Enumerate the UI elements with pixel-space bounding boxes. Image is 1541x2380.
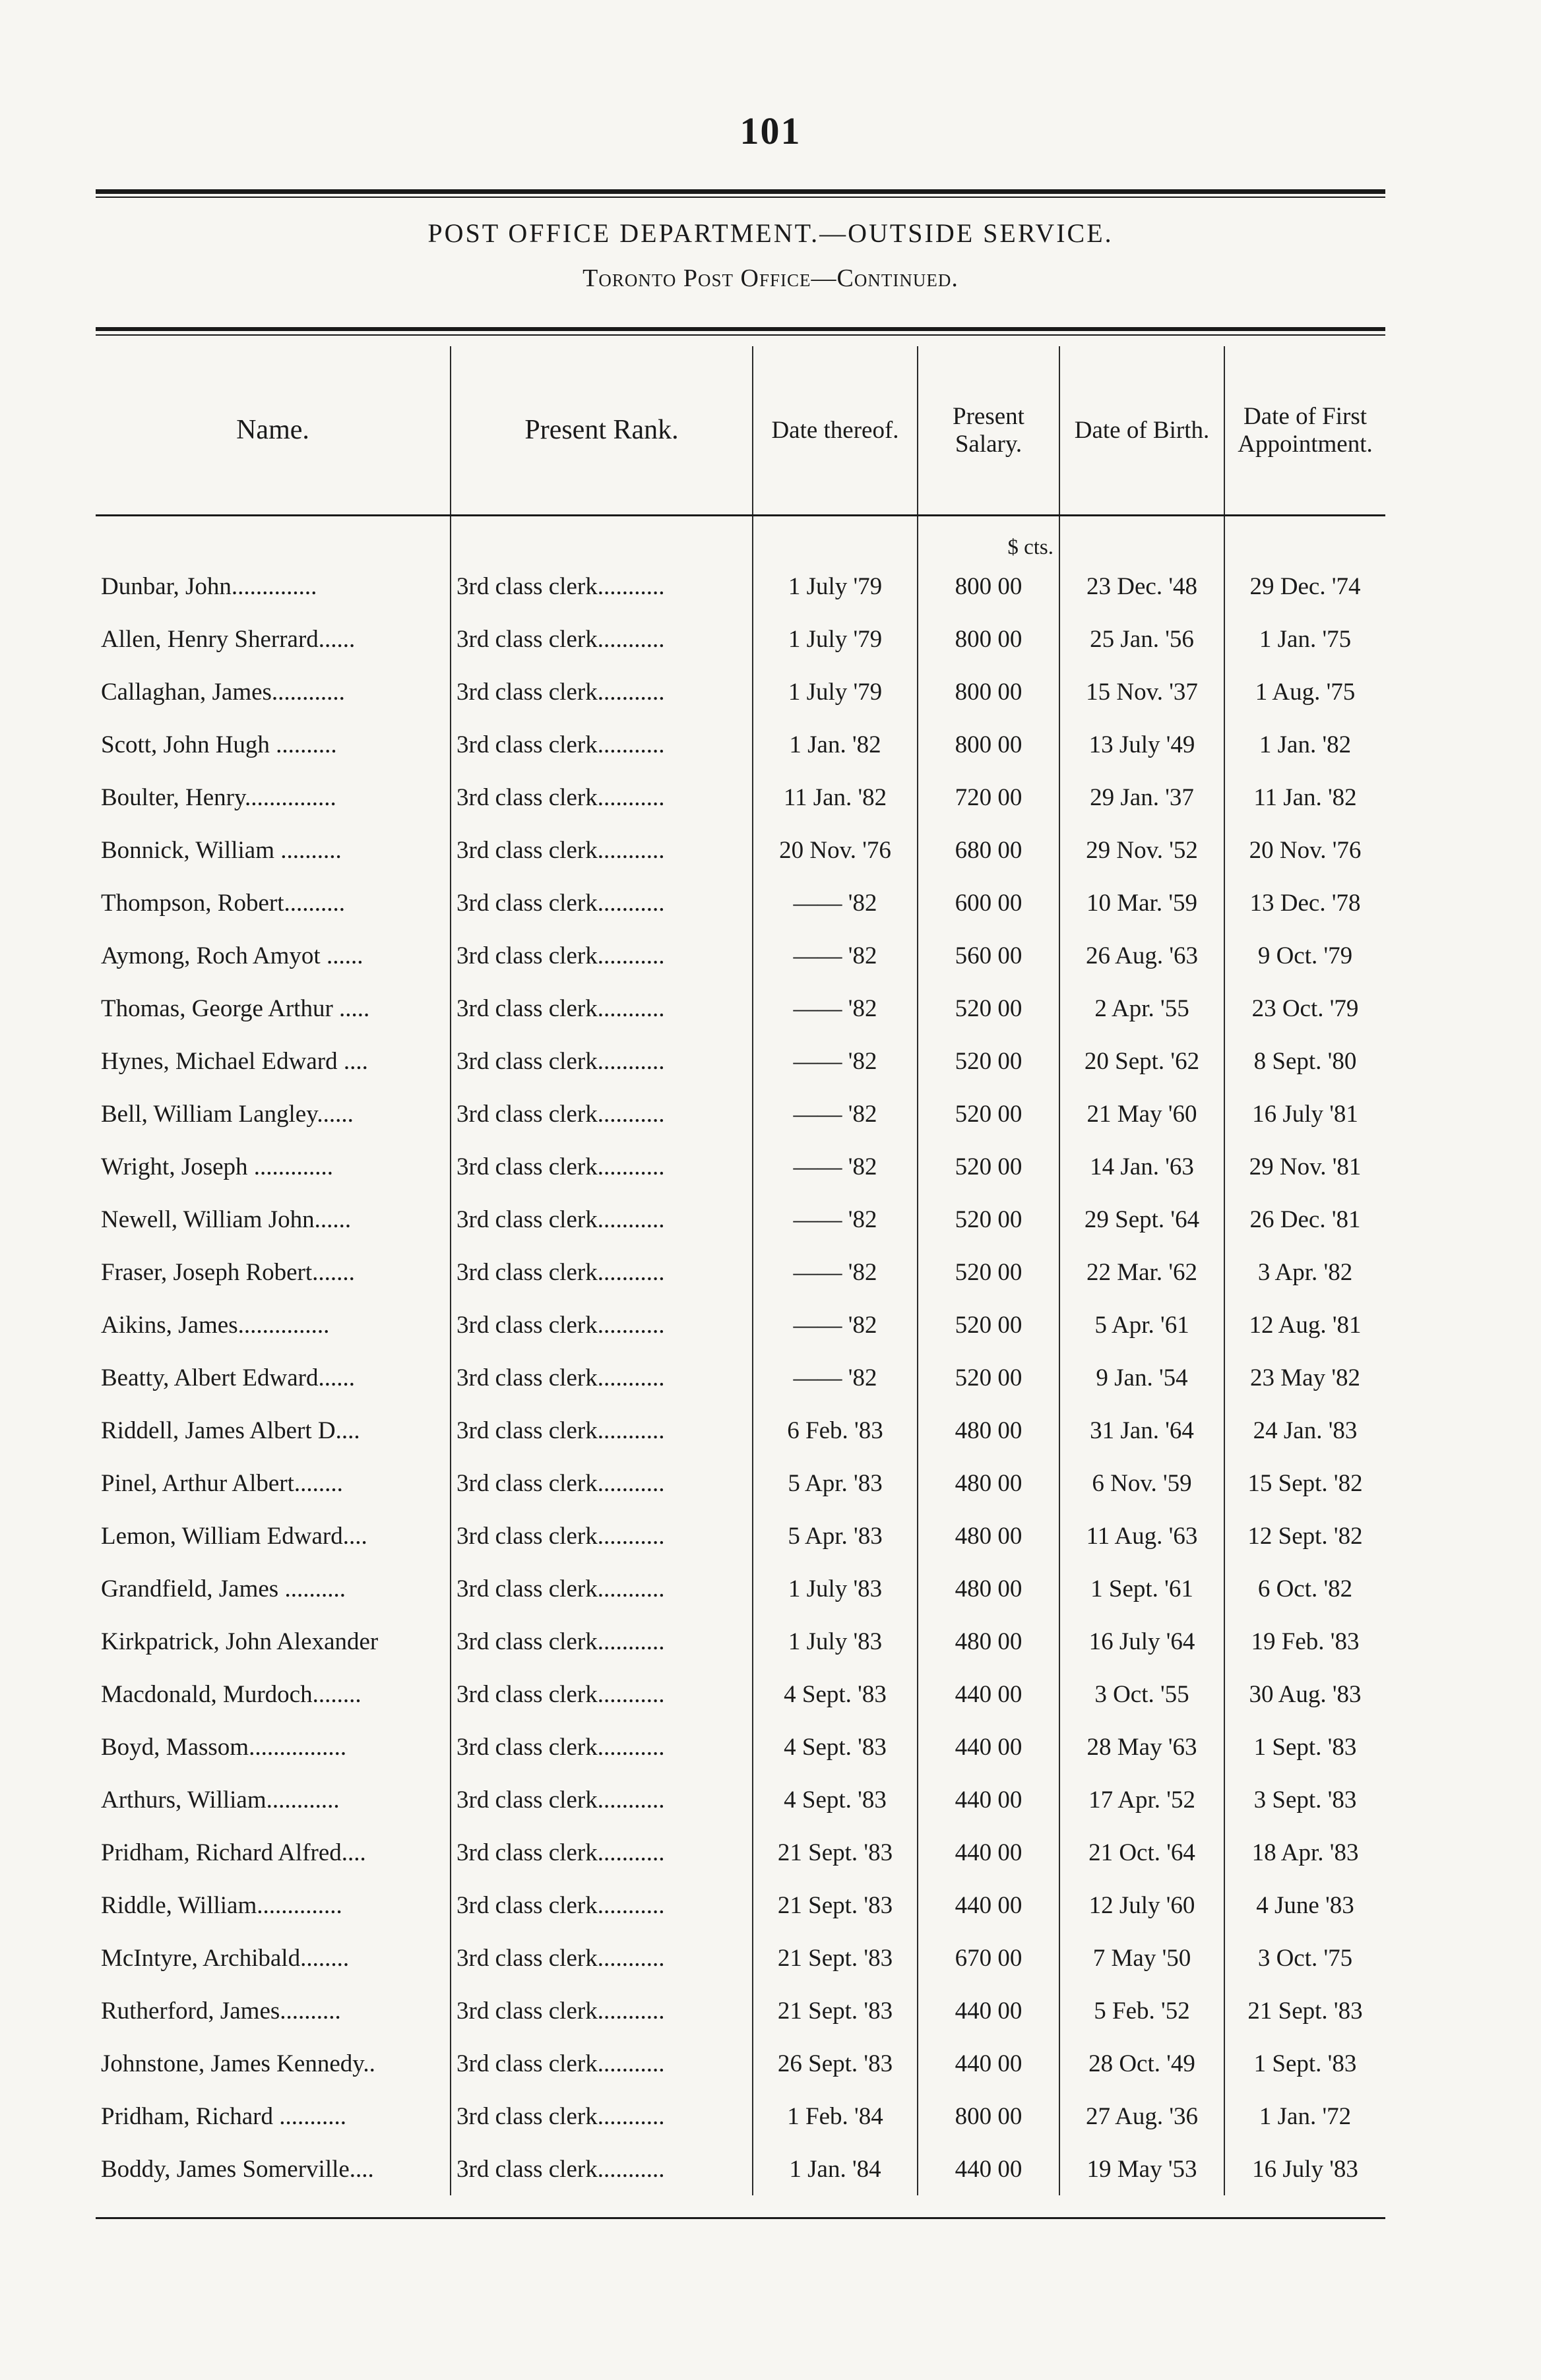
birth-cell: 15 Nov. '37 (1059, 665, 1224, 718)
salary-cell: 520 00 (918, 1351, 1059, 1404)
rank-cell: 3rd class clerk........... (451, 1035, 753, 1087)
date-cell: 5 Apr. '83 (753, 1510, 918, 1562)
appointment-cell: 29 Nov. '81 (1224, 1140, 1385, 1193)
rank-cell: 3rd class clerk........... (451, 1087, 753, 1140)
appointment-cell: 12 Sept. '82 (1224, 1510, 1385, 1562)
date-cell: 5 Apr. '83 (753, 1457, 918, 1510)
date-cell: —— '82 (753, 876, 918, 929)
rank-cell: 3rd class clerk........... (451, 1879, 753, 1932)
salary-cell: 800 00 (918, 718, 1059, 771)
units-spacer (1224, 516, 1385, 561)
name-cell: Beatty, Albert Edward...... (101, 1364, 355, 1391)
birth-cell: 13 July '49 (1059, 718, 1224, 771)
table-row (96, 1193, 1385, 1246)
table-row (96, 2143, 1385, 2195)
table-row (96, 2090, 1385, 2143)
birth-cell: 26 Aug. '63 (1059, 929, 1224, 982)
column-header-date: Date thereof. (753, 346, 918, 516)
birth-cell: 5 Apr. '61 (1059, 1298, 1224, 1351)
date-cell: —— '82 (753, 1193, 918, 1246)
rank-cell: 3rd class clerk........... (451, 929, 753, 982)
birth-cell: 21 Oct. '64 (1059, 1826, 1224, 1879)
birth-cell: 31 Jan. '64 (1059, 1404, 1224, 1457)
name-cell: Allen, Henry Sherrard...... (101, 625, 356, 653)
top-rule-thick (96, 189, 1385, 194)
appointment-cell: 19 Feb. '83 (1224, 1615, 1385, 1668)
salary-cell: 480 00 (918, 1562, 1059, 1615)
rank-cell: 3rd class clerk........... (451, 1193, 753, 1246)
units-spacer (753, 516, 918, 561)
date-cell: 1 July '83 (753, 1562, 918, 1615)
salary-cell: 520 00 (918, 1087, 1059, 1140)
rank-cell: 3rd class clerk........... (451, 2090, 753, 2143)
birth-cell: 17 Apr. '52 (1059, 1773, 1224, 1826)
name-cell: Kirkpatrick, John Alexander (101, 1628, 379, 1655)
rank-cell: 3rd class clerk........... (451, 1562, 753, 1615)
staff-table (96, 346, 1385, 2195)
salary-cell: 440 00 (918, 1668, 1059, 1721)
salary-cell: 800 00 (918, 2090, 1059, 2143)
appointment-cell: 12 Aug. '81 (1224, 1298, 1385, 1351)
appointment-cell: 3 Oct. '75 (1224, 1932, 1385, 1984)
name-cell: Aikins, James............... (101, 1311, 330, 1339)
salary-cell: 520 00 (918, 1140, 1059, 1193)
date-cell: 4 Sept. '83 (753, 1668, 918, 1721)
top-rule-thin (96, 197, 1385, 198)
rank-cell: 3rd class clerk........... (451, 2037, 753, 2090)
salary-cell: 440 00 (918, 1773, 1059, 1826)
name-cell: Hynes, Michael Edward .... (101, 1047, 368, 1075)
name-cell: Grandfield, James .......... (101, 1575, 346, 1602)
rank-cell: 3rd class clerk........... (451, 1932, 753, 1984)
appointment-cell: 16 July '81 (1224, 1087, 1385, 1140)
salary-cell: 720 00 (918, 771, 1059, 824)
table-row (96, 1457, 1385, 1510)
appointment-cell: 18 Apr. '83 (1224, 1826, 1385, 1879)
salary-cell: 520 00 (918, 1298, 1059, 1351)
rank-cell: 3rd class clerk........... (451, 1721, 753, 1773)
table-row (96, 1035, 1385, 1087)
birth-cell: 14 Jan. '63 (1059, 1140, 1224, 1193)
name-cell: Boyd, Massom................ (101, 1733, 347, 1761)
date-cell: 11 Jan. '82 (753, 771, 918, 824)
table-row (96, 824, 1385, 876)
birth-cell: 29 Sept. '64 (1059, 1193, 1224, 1246)
appointment-cell: 21 Sept. '83 (1224, 1984, 1385, 2037)
appointment-cell: 23 Oct. '79 (1224, 982, 1385, 1035)
rank-cell: 3rd class clerk........... (451, 1984, 753, 2037)
name-cell: Thomas, George Arthur ..... (101, 994, 370, 1022)
salary-cell: 440 00 (918, 1721, 1059, 1773)
appointment-cell: 6 Oct. '82 (1224, 1562, 1385, 1615)
name-cell: Pridham, Richard Alfred.... (101, 1839, 366, 1866)
birth-cell: 10 Mar. '59 (1059, 876, 1224, 929)
salary-cell: 440 00 (918, 1826, 1059, 1879)
table-row (96, 1932, 1385, 1984)
table-row (96, 1879, 1385, 1932)
column-header-salary: Present Salary. (918, 346, 1059, 516)
birth-cell: 20 Sept. '62 (1059, 1035, 1224, 1087)
rank-cell: 3rd class clerk........... (451, 1351, 753, 1404)
table-row (96, 982, 1385, 1035)
date-cell: 4 Sept. '83 (753, 1773, 918, 1826)
salary-cell: 520 00 (918, 1193, 1059, 1246)
rank-cell: 3rd class clerk........... (451, 613, 753, 665)
birth-cell: 28 Oct. '49 (1059, 2037, 1224, 2090)
column-header-birth: Date of Birth. (1059, 346, 1224, 516)
table-row (96, 1140, 1385, 1193)
salary-cell: 440 00 (918, 2143, 1059, 2195)
salary-cell: 680 00 (918, 824, 1059, 876)
rank-cell: 3rd class clerk........... (451, 1457, 753, 1510)
rank-cell: 3rd class clerk........... (451, 1510, 753, 1562)
table-row (96, 876, 1385, 929)
name-cell: McIntyre, Archibald........ (101, 1944, 350, 1972)
salary-cell: 480 00 (918, 1510, 1059, 1562)
header-rule-thick (96, 327, 1385, 331)
table-row (96, 1298, 1385, 1351)
appointment-cell: 16 July '83 (1224, 2143, 1385, 2195)
department-title: POST OFFICE DEPARTMENT.—OUTSIDE SERVICE. (427, 218, 1114, 248)
birth-cell: 25 Jan. '56 (1059, 613, 1224, 665)
date-cell: 1 Jan. '82 (753, 718, 918, 771)
name-cell: Wright, Joseph ............. (101, 1153, 334, 1180)
table-row (96, 1984, 1385, 2037)
birth-cell: 3 Oct. '55 (1059, 1668, 1224, 1721)
table-row (96, 560, 1385, 613)
name-cell: Pinel, Arthur Albert........ (101, 1469, 343, 1497)
salary-cell: 440 00 (918, 1984, 1059, 2037)
date-cell: 1 July '83 (753, 1615, 918, 1668)
header-rule-thin (96, 334, 1385, 336)
salary-cell: 440 00 (918, 2037, 1059, 2090)
salary-cell: 520 00 (918, 1246, 1059, 1298)
name-cell: Arthurs, William............ (101, 1786, 340, 1814)
table-row (96, 1087, 1385, 1140)
name-cell: Riddle, William.............. (101, 1891, 342, 1919)
date-cell: 21 Sept. '83 (753, 1826, 918, 1879)
birth-cell: 28 May '63 (1059, 1721, 1224, 1773)
rank-cell: 3rd class clerk........... (451, 1773, 753, 1826)
salary-cell: 670 00 (918, 1932, 1059, 1984)
name-cell: Boddy, James Somerville.... (101, 2155, 374, 2183)
table-row (96, 1668, 1385, 1721)
appointment-cell: 1 Sept. '83 (1224, 2037, 1385, 2090)
birth-cell: 6 Nov. '59 (1059, 1457, 1224, 1510)
appointment-cell: 3 Apr. '82 (1224, 1246, 1385, 1298)
name-cell: Fraser, Joseph Robert....... (101, 1258, 355, 1286)
bottom-rule (96, 2217, 1385, 2219)
rank-cell: 3rd class clerk........... (451, 982, 753, 1035)
birth-cell: 7 May '50 (1059, 1932, 1224, 1984)
date-cell: —— '82 (753, 982, 918, 1035)
appointment-cell: 11 Jan. '82 (1224, 771, 1385, 824)
date-cell: 1 July '79 (753, 665, 918, 718)
table-row (96, 929, 1385, 982)
name-cell: Lemon, William Edward.... (101, 1522, 367, 1550)
name-cell: Rutherford, James.......... (101, 1997, 341, 2025)
date-cell: 21 Sept. '83 (753, 1879, 918, 1932)
rank-cell: 3rd class clerk........... (451, 1140, 753, 1193)
rank-cell: 3rd class clerk........... (451, 1298, 753, 1351)
date-cell: 21 Sept. '83 (753, 1932, 918, 1984)
salary-cell: 800 00 (918, 560, 1059, 613)
birth-cell: 19 May '53 (1059, 2143, 1224, 2195)
appointment-cell: 29 Dec. '74 (1224, 560, 1385, 613)
rank-cell: 3rd class clerk........... (451, 665, 753, 718)
salary-cell: 520 00 (918, 982, 1059, 1035)
salary-units: $ cts. (918, 516, 1059, 561)
date-cell: —— '82 (753, 1140, 918, 1193)
table-row (96, 1510, 1385, 1562)
appointment-cell: 3 Sept. '83 (1224, 1773, 1385, 1826)
appointment-cell: 8 Sept. '80 (1224, 1035, 1385, 1087)
table-row (96, 718, 1385, 771)
salary-cell: 440 00 (918, 1879, 1059, 1932)
appointment-cell: 13 Dec. '78 (1224, 876, 1385, 929)
appointment-cell: 9 Oct. '79 (1224, 929, 1385, 982)
table-header-row (96, 346, 1385, 516)
table-row (96, 2037, 1385, 2090)
name-cell: Callaghan, James............ (101, 678, 345, 706)
birth-cell: 23 Dec. '48 (1059, 560, 1224, 613)
date-cell: 1 Jan. '84 (753, 2143, 918, 2195)
rank-cell: 3rd class clerk........... (451, 771, 753, 824)
units-spacer (451, 516, 753, 561)
birth-cell: 12 July '60 (1059, 1879, 1224, 1932)
appointment-cell: 30 Aug. '83 (1224, 1668, 1385, 1721)
salary-cell: 480 00 (918, 1457, 1059, 1510)
appointment-cell: 1 Aug. '75 (1224, 665, 1385, 718)
name-cell: Johnstone, James Kennedy.. (101, 2050, 375, 2077)
date-cell: 20 Nov. '76 (753, 824, 918, 876)
appointment-cell: 23 May '82 (1224, 1351, 1385, 1404)
salary-cell: 600 00 (918, 876, 1059, 929)
salary-cell: 480 00 (918, 1615, 1059, 1668)
birth-cell: 11 Aug. '63 (1059, 1510, 1224, 1562)
name-cell: Macdonald, Murdoch........ (101, 1680, 362, 1708)
appointment-cell: 4 June '83 (1224, 1879, 1385, 1932)
rank-cell: 3rd class clerk........... (451, 824, 753, 876)
table-row (96, 1246, 1385, 1298)
birth-cell: 27 Aug. '36 (1059, 2090, 1224, 2143)
table-row (96, 1404, 1385, 1457)
salary-cell: 520 00 (918, 1035, 1059, 1087)
table-row (96, 613, 1385, 665)
table-row (96, 665, 1385, 718)
date-cell: —— '82 (753, 1246, 918, 1298)
name-cell: Newell, William John...... (101, 1205, 352, 1233)
units-row (96, 516, 1385, 561)
name-cell: Bonnick, William .......... (101, 836, 342, 864)
column-header-name: Name. (96, 346, 451, 516)
table-row (96, 771, 1385, 824)
name-cell: Thompson, Robert.......... (101, 889, 345, 917)
table-row (96, 1351, 1385, 1404)
birth-cell: 16 July '64 (1059, 1615, 1224, 1668)
rank-cell: 3rd class clerk........... (451, 1404, 753, 1457)
table-row (96, 1721, 1385, 1773)
date-cell: 1 July '79 (753, 613, 918, 665)
date-cell: —— '82 (753, 1035, 918, 1087)
name-cell: Pridham, Richard ........... (101, 2102, 347, 2130)
name-cell: Boulter, Henry............... (101, 783, 336, 811)
column-header-rank: Present Rank. (451, 346, 753, 516)
date-cell: 21 Sept. '83 (753, 1984, 918, 2037)
birth-cell: 5 Feb. '52 (1059, 1984, 1224, 2037)
table-row (96, 1615, 1385, 1668)
rank-cell: 3rd class clerk........... (451, 2143, 753, 2195)
salary-cell: 800 00 (918, 665, 1059, 718)
name-cell: Riddell, James Albert D.... (101, 1417, 360, 1444)
rank-cell: 3rd class clerk........... (451, 1615, 753, 1668)
appointment-cell: 1 Jan. '72 (1224, 2090, 1385, 2143)
rank-cell: 3rd class clerk........... (451, 560, 753, 613)
rank-cell: 3rd class clerk........... (451, 876, 753, 929)
rank-cell: 3rd class clerk........... (451, 718, 753, 771)
name-cell: Scott, John Hugh .......... (101, 731, 337, 758)
date-cell: —— '82 (753, 929, 918, 982)
birth-cell: 1 Sept. '61 (1059, 1562, 1224, 1615)
rank-cell: 3rd class clerk........... (451, 1246, 753, 1298)
appointment-cell: 1 Jan. '82 (1224, 718, 1385, 771)
date-cell: 6 Feb. '83 (753, 1404, 918, 1457)
table-row (96, 1562, 1385, 1615)
appointment-cell: 15 Sept. '82 (1224, 1457, 1385, 1510)
salary-cell: 480 00 (918, 1404, 1059, 1457)
appointment-cell: 26 Dec. '81 (1224, 1193, 1385, 1246)
rank-cell: 3rd class clerk........... (451, 1826, 753, 1879)
table-row (96, 1826, 1385, 1879)
table-row (96, 1773, 1385, 1826)
birth-cell: 2 Apr. '55 (1059, 982, 1224, 1035)
name-cell: Aymong, Roch Amyot ...... (101, 942, 363, 969)
birth-cell: 21 May '60 (1059, 1087, 1224, 1140)
salary-cell: 560 00 (918, 929, 1059, 982)
date-cell: 4 Sept. '83 (753, 1721, 918, 1773)
appointment-cell: 24 Jan. '83 (1224, 1404, 1385, 1457)
date-cell: 1 Feb. '84 (753, 2090, 918, 2143)
appointment-cell: 1 Jan. '75 (1224, 613, 1385, 665)
column-header-appointment: Date of First Appointment. (1224, 346, 1385, 516)
date-cell: —— '82 (753, 1298, 918, 1351)
rank-cell: 3rd class clerk........... (451, 1668, 753, 1721)
appointment-cell: 20 Nov. '76 (1224, 824, 1385, 876)
date-cell: —— '82 (753, 1087, 918, 1140)
salary-cell: 800 00 (918, 613, 1059, 665)
appointment-cell: 1 Sept. '83 (1224, 1721, 1385, 1773)
name-cell: Bell, William Langley...... (101, 1100, 354, 1128)
birth-cell: 29 Nov. '52 (1059, 824, 1224, 876)
page-number: 101 (739, 109, 802, 152)
date-cell: 1 July '79 (753, 560, 918, 613)
birth-cell: 9 Jan. '54 (1059, 1351, 1224, 1404)
birth-cell: 29 Jan. '37 (1059, 771, 1224, 824)
units-spacer (96, 516, 451, 561)
date-cell: 26 Sept. '83 (753, 2037, 918, 2090)
date-cell: —— '82 (753, 1351, 918, 1404)
office-subtitle: Toronto Post Office—Continued. (582, 264, 959, 292)
name-cell: Dunbar, John.............. (101, 572, 317, 600)
units-spacer (1059, 516, 1224, 561)
birth-cell: 22 Mar. '62 (1059, 1246, 1224, 1298)
